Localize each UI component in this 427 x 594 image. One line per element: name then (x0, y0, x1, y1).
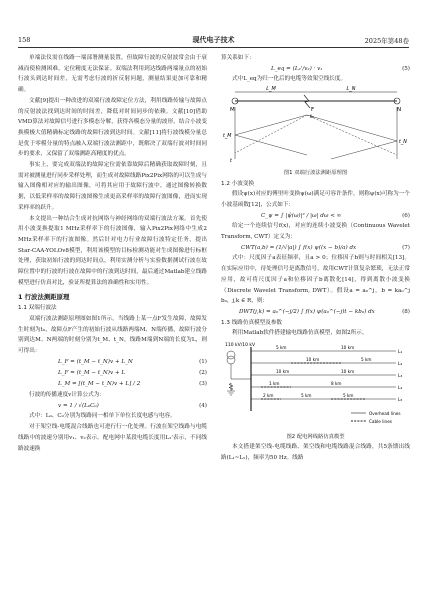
transformer-icon (227, 356, 235, 364)
label-m: M (230, 107, 235, 114)
label-f: F (311, 107, 315, 114)
segment-label: 1 km (269, 381, 280, 387)
label-lm: L_M (266, 86, 276, 93)
label-ln: L_N (346, 86, 356, 93)
paragraph: 行波的传播速度v计算公式为： (29, 391, 105, 398)
page-number: 158 (18, 36, 31, 44)
ground-symbol (227, 383, 235, 395)
fault-location-diagram (221, 85, 410, 163)
equation-2: L_F = (t_M − t_N)v + L (2) (58, 369, 207, 376)
segment-label: 10 km (306, 357, 320, 363)
figure-1-caption: 图1 双端行波法测距原理图 (283, 169, 348, 176)
equation-1: L_F = (t_M − t_N)v + L_N (1) (58, 358, 207, 365)
paragraph: 双端行波法测距原理图如图1所示。当线路上某一点F发生故障，故障发生时刻为t₀，故障点F产生的初始行波从线路两端M、N端传播，故障行波分别到达M、N两端的时刻分别为t_M、t_N，线路M端到N端的长度为L，则可得出： (18, 315, 207, 354)
label-t: t (230, 159, 232, 164)
figure-2 (221, 339, 410, 442)
left-column (18, 53, 207, 454)
subsection-heading: 1.3 线路仿真模型及参数 (221, 319, 283, 326)
equation-7: CWT(a,b) = (1/√|a|) ∫ f(x) ψ((x − b)/a) dx (7) (241, 244, 410, 251)
figure-1 (221, 85, 410, 178)
equation-3: L_M = [(t_M − t_N)v + L] / 2 (3) (58, 380, 207, 387)
paragraph: 单端法仪需在线路一端部署测量装置，但故障行波的反射波常会由于衰减而使检测困难，定位精度无法保证。双端法利用到达线路两端量点的初始行波头到达时间差，无需考虑行波的折反射问题，测量结果更加可靠和精确。 (18, 55, 207, 94)
paragraph: 式中：尺度因子a表征频率，且a > 0；位移因子b则与时间相关[13]。在实际应用中，待处理信号是离散信号，故用CWT计算复杂繁琐，无法正常应用，故可将尺度因子a和位移因子b离散化[14]，得到离散小波变换（Discrete Wavelet Transform, DWT）。假设a = a₀^j，b = ka₀^j b₀，j,k ∈ R，则： (221, 255, 410, 305)
segment-label: 5 km (276, 345, 287, 351)
feeder-label: L₄ (398, 386, 403, 392)
segment-label: 5 km (361, 357, 372, 363)
segment-label: 10 km (276, 369, 290, 375)
paragraph: 本文搭建架空线-电缆线路、架空线和电缆线路混合线路，共5条馈出线路(L₁~L₅)，频率为50 Hz。线路 (221, 444, 410, 462)
legend-overhead: Overhead lines (369, 411, 401, 417)
distribution-network-model (221, 339, 410, 427)
paragraph: 本文提出一种结合生成对抗网络与神经网络的双端行波法方案。首先使用小波变换提取1 MHz采样率下的行波图像，输入Pix2Pix网络中生成2 MHz采样率下的行波图像。然后针对电力行业故障行波特定任务，提出Star-CAA-YOLOv8模型，利用该模型的目标检测功能对生成图像进行标框处理，获取初始行波的到达时间点，利用实测分析与实验数据测试行波在故障位置中的行波的行波在故障中的行波到达时间，最后通过Matlab建立线路模型进行仿真对比，验证所提算法的准确性和实用性。 (18, 215, 207, 286)
legend-cable: Cable lines (369, 419, 392, 425)
paragraph: 假设ψ(x)对应的傅里叶变换ψ(ω)满足可容许条件，则称ψ(x)可称为一个小波基函数[12]，公式如下： (221, 191, 410, 208)
segment-label: 8 km (331, 381, 342, 387)
label-t0: t₀ (310, 115, 314, 121)
subsection-heading: 1.2 小波变换 (221, 180, 255, 187)
transformer-icon (227, 351, 235, 359)
paragraph: 对于架空线-电缆混合线路也可进行行一化处理。行波在架空线路与电缆线路中的波速分别用v₁、v₂表示。配电网中某段电缆长度用L₂'表示，不同线路波速换 (18, 424, 207, 452)
right-column (221, 53, 410, 464)
source-label: 110 kV/10 kV (225, 343, 256, 349)
section-heading: 1 行波法测距原理 (18, 293, 70, 302)
feeder-label: L₃ (398, 374, 403, 380)
equation-6: C_ψ = ∫ |ψ̂(ω)|² / |ω| dω < ∞ (6) (261, 212, 410, 219)
equation-4: v = 1 / √(L₀C₀) (4) (58, 402, 207, 409)
paragraph: 给定一个连续信号f(x)，对应的连续小波变换（Continuous Wavelet Transform, CWT）定义为： (221, 223, 410, 241)
paragraph: 文献[9]提出一种改进的双端行波故障定位方法，利用线路传输与故障点的反射波法找到达时间的时间差，降低对时间同步的依赖。文献[10]借助VMD算法对故障信号进行多模态分解，获得各模态分量的波形，结合小波变换模极大值精确标定线路的故障行波到达时间。文献[11]将行波线模分量总是优于零模分量的特点融入双端行波法测距中，既解决了双端行波对时间同步的要求，又保留了双端测距高精度的优点。 (18, 97, 207, 158)
segment-label: 5 km (343, 393, 354, 399)
feeder-label: L₅ (398, 398, 403, 404)
label-n: N (397, 107, 402, 114)
segment-label: 10 km (341, 369, 355, 375)
paragraph: 事实上，要完成双端法的故障定位需依靠故障后精确获取故障时刻，且需对被测量进行同步采样处理，而生成对故障线路Pix2Pix网络的可以生成与输入图像相对应的输出图像，可将其应用于故障行波中，通过图像转换数据，以低采样率的故障行波图像生成更高采样率的故障行波图像，进而实现采样率的跃升。 (18, 162, 207, 211)
page-header (18, 34, 409, 48)
paragraph: 式中L_eq为归一化后的电缆等效架空线长度。 (232, 76, 347, 83)
label-tn: t_N (399, 140, 407, 146)
paragraph: 式中：L₀、C₀分别为线路同一相单下单位长度电感与电容。 (29, 413, 176, 420)
equation-5: L_eq = (L₂'/v₂) · v₁ (5) (271, 65, 410, 72)
header-rule (18, 47, 409, 48)
segment-label: 5 km (301, 393, 312, 399)
equation-8: DWT(j,k) = a₀^(−j/2) ∫ f(x) ψ(a₀^(−j)t − kb₀) dx (8) (239, 308, 410, 315)
paragraph: 利用Matlab软件搭建输电线路仿真模型，如图2所示。 (232, 330, 368, 337)
label-tm: t_M (223, 134, 232, 140)
feeder-lines (251, 351, 396, 399)
feeder-label: L₂ (398, 362, 403, 368)
feeder-label: L₁ (398, 350, 403, 356)
figure-2-caption: 图2 配电网线路仿真模型 (286, 433, 345, 440)
segment-label: 10 km (341, 345, 355, 351)
lattice-diagram (235, 115, 397, 159)
segment-label: 2 km (263, 393, 274, 399)
paragraph: 算关系如下： (221, 55, 255, 61)
journal-title: 现代电子技术 (192, 36, 235, 44)
subsection-heading: 1.1 双端行波法 (18, 305, 57, 312)
issue-info: 2025年第48卷 (364, 37, 409, 45)
